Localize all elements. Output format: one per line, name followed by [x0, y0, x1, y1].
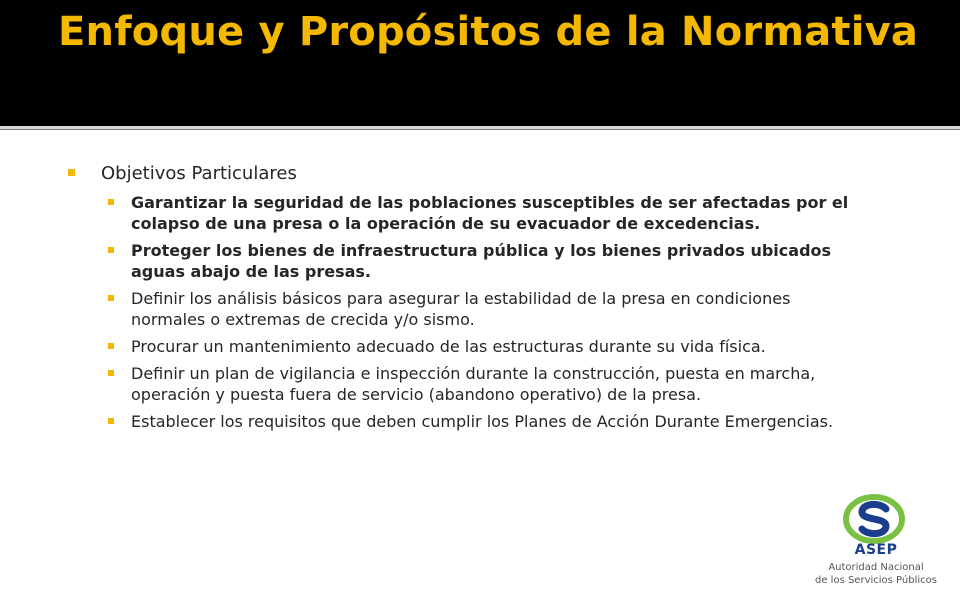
slide-title: Enfoque y Propósitos de la Normativa: [58, 9, 919, 55]
square-bullet-icon: [108, 370, 114, 376]
square-bullet-icon: [108, 199, 114, 205]
square-bullet-icon: [108, 418, 114, 424]
list-item-text: Definir los análisis básicos para asegurar la estabilidad de la presa en condiciones normales o extremas de crecida y/o sismo.: [131, 289, 791, 329]
list-item-text: Establecer los requisitos que deben cumplir los Planes de Acción Durante Emergencias.: [131, 412, 834, 431]
section-label: Objetivos Particulares: [101, 163, 297, 184]
title-banner: [0, 0, 960, 126]
list-item: [108, 192, 858, 234]
list-item: [108, 363, 858, 405]
list-item-text: Definir un plan de vigilancia e inspección durante la construcción, puesta en marcha, operación y puesta fuera de servicio (abandono operativo) de la presa.: [131, 364, 816, 404]
list-item: [108, 288, 858, 330]
list-item: [108, 336, 858, 357]
list-item: [108, 411, 858, 432]
logo-subtitle-line1: Autoridad Nacional: [828, 562, 924, 573]
slide-body: [68, 162, 858, 438]
list-item: [108, 240, 858, 282]
square-bullet-icon: [108, 343, 114, 349]
square-bullet-icon: [68, 169, 75, 176]
section-heading: [68, 162, 858, 186]
logo-subtitle-line2: de los Servicios Públicos: [815, 575, 937, 586]
logo-name: ASEP: [854, 542, 898, 558]
title-divider-shadow: [0, 129, 960, 130]
square-bullet-icon: [108, 247, 114, 253]
asep-s-mark-icon: [842, 494, 906, 544]
asep-logo: [792, 490, 960, 600]
objectives-list: [68, 192, 858, 432]
list-item-text: Procurar un mantenimiento adecuado de las estructuras durante su vida física.: [131, 337, 766, 356]
square-bullet-icon: [108, 295, 114, 301]
list-item-text: Garantizar la seguridad de las poblaciones susceptibles de ser afectadas por el colapso de una presa o la operación de su evacuador de excedencias.: [131, 193, 849, 233]
list-item-text: Proteger los bienes de infraestructura pública y los bienes privados ubicados aguas abajo de las presas.: [131, 241, 832, 281]
